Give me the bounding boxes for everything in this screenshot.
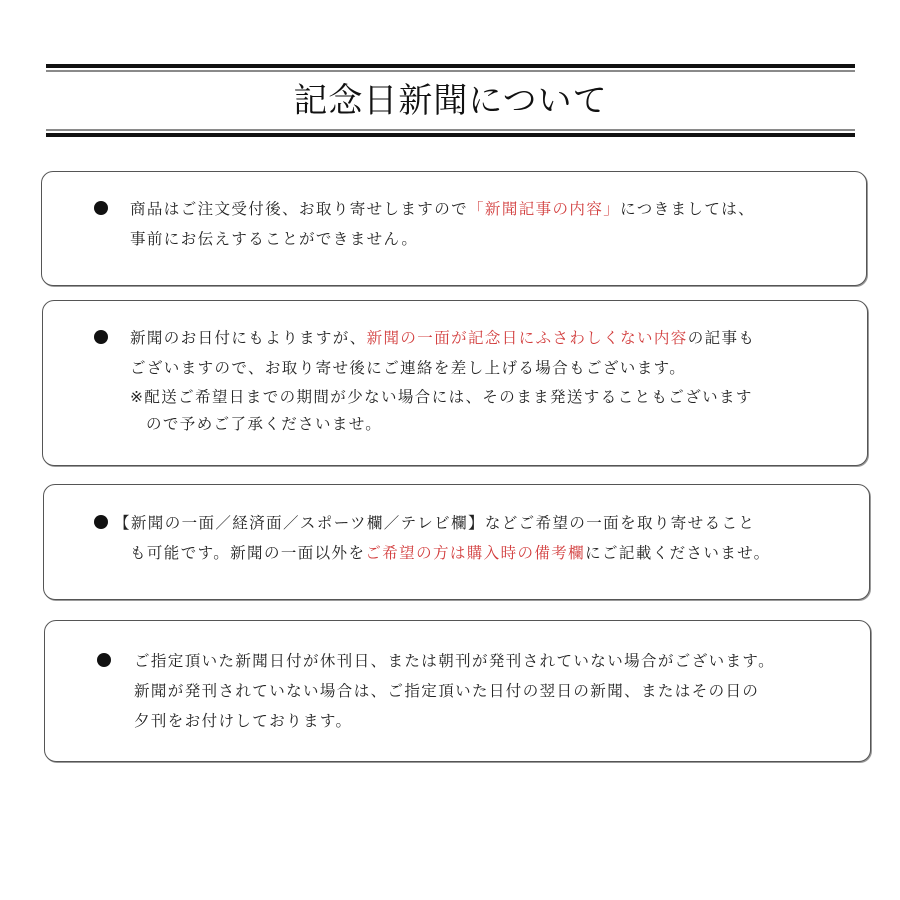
notice-text <box>134 646 775 736</box>
notice-holiday-edition <box>97 646 775 736</box>
bullet-icon <box>97 653 111 667</box>
notice-line: 夕刊をお付けしております。 <box>134 712 353 730</box>
top-thick-rule <box>46 64 855 68</box>
notice-line: ※配送ご希望日までの期間が少ない場合には、そのまま発送することもございます <box>130 388 753 406</box>
page-title: 記念日新聞について <box>293 81 608 121</box>
notice-line: 【新聞の一面／経済面／スポーツ欄／テレビ欄】などご希望の一面を取り寄せること <box>114 514 756 532</box>
highlight-text: ご希望の方は購入時の備考欄 <box>365 544 586 562</box>
notice-text <box>130 323 755 437</box>
notice-content-undisclosed <box>94 194 755 254</box>
bottom-thick-rule <box>46 133 855 137</box>
notice-text <box>114 508 771 568</box>
notice-line: ご指定頂いた新聞日付が休刊日、または朝刊が発刊されていない場合がございます。 <box>134 652 775 670</box>
notice-line: 新聞のお日付にもよりますが、新聞の一面が記念日にふさわしくない内容の記事も <box>130 329 756 347</box>
bullet-icon <box>94 515 108 529</box>
notice-line: 事前にお伝えすることができません。 <box>130 230 419 248</box>
notice-line: 商品はご注文受付後、お取り寄せしますので「新聞記事の内容」につきましては、 <box>130 200 756 218</box>
highlight-text: 新聞の一面が記念日にふさわしくない内容 <box>366 329 688 347</box>
top-thin-rule <box>46 70 855 72</box>
notice-unsuitable-front-page <box>94 323 755 437</box>
notice-text <box>130 194 755 254</box>
bullet-icon <box>94 201 108 215</box>
notice-line: 新聞が発刊されていない場合は、ご指定頂いた日付の翌日の新聞、またはその日の <box>134 682 760 700</box>
bottom-thin-rule <box>46 129 855 131</box>
bullet-icon <box>94 330 108 344</box>
title-header <box>46 64 855 138</box>
notice-line: ございますので、お取り寄せ後にご連絡を差し上げる場合もございます。 <box>130 359 687 377</box>
notice-line: ので予めご了承くださいませ。 <box>146 415 383 433</box>
notice-page-selection <box>94 508 771 568</box>
highlight-text: 「新聞記事の内容」 <box>468 200 621 218</box>
notice-line: も可能です。新聞の一面以外をご希望の方は購入時の備考欄にご記載くださいませ。 <box>130 544 771 562</box>
